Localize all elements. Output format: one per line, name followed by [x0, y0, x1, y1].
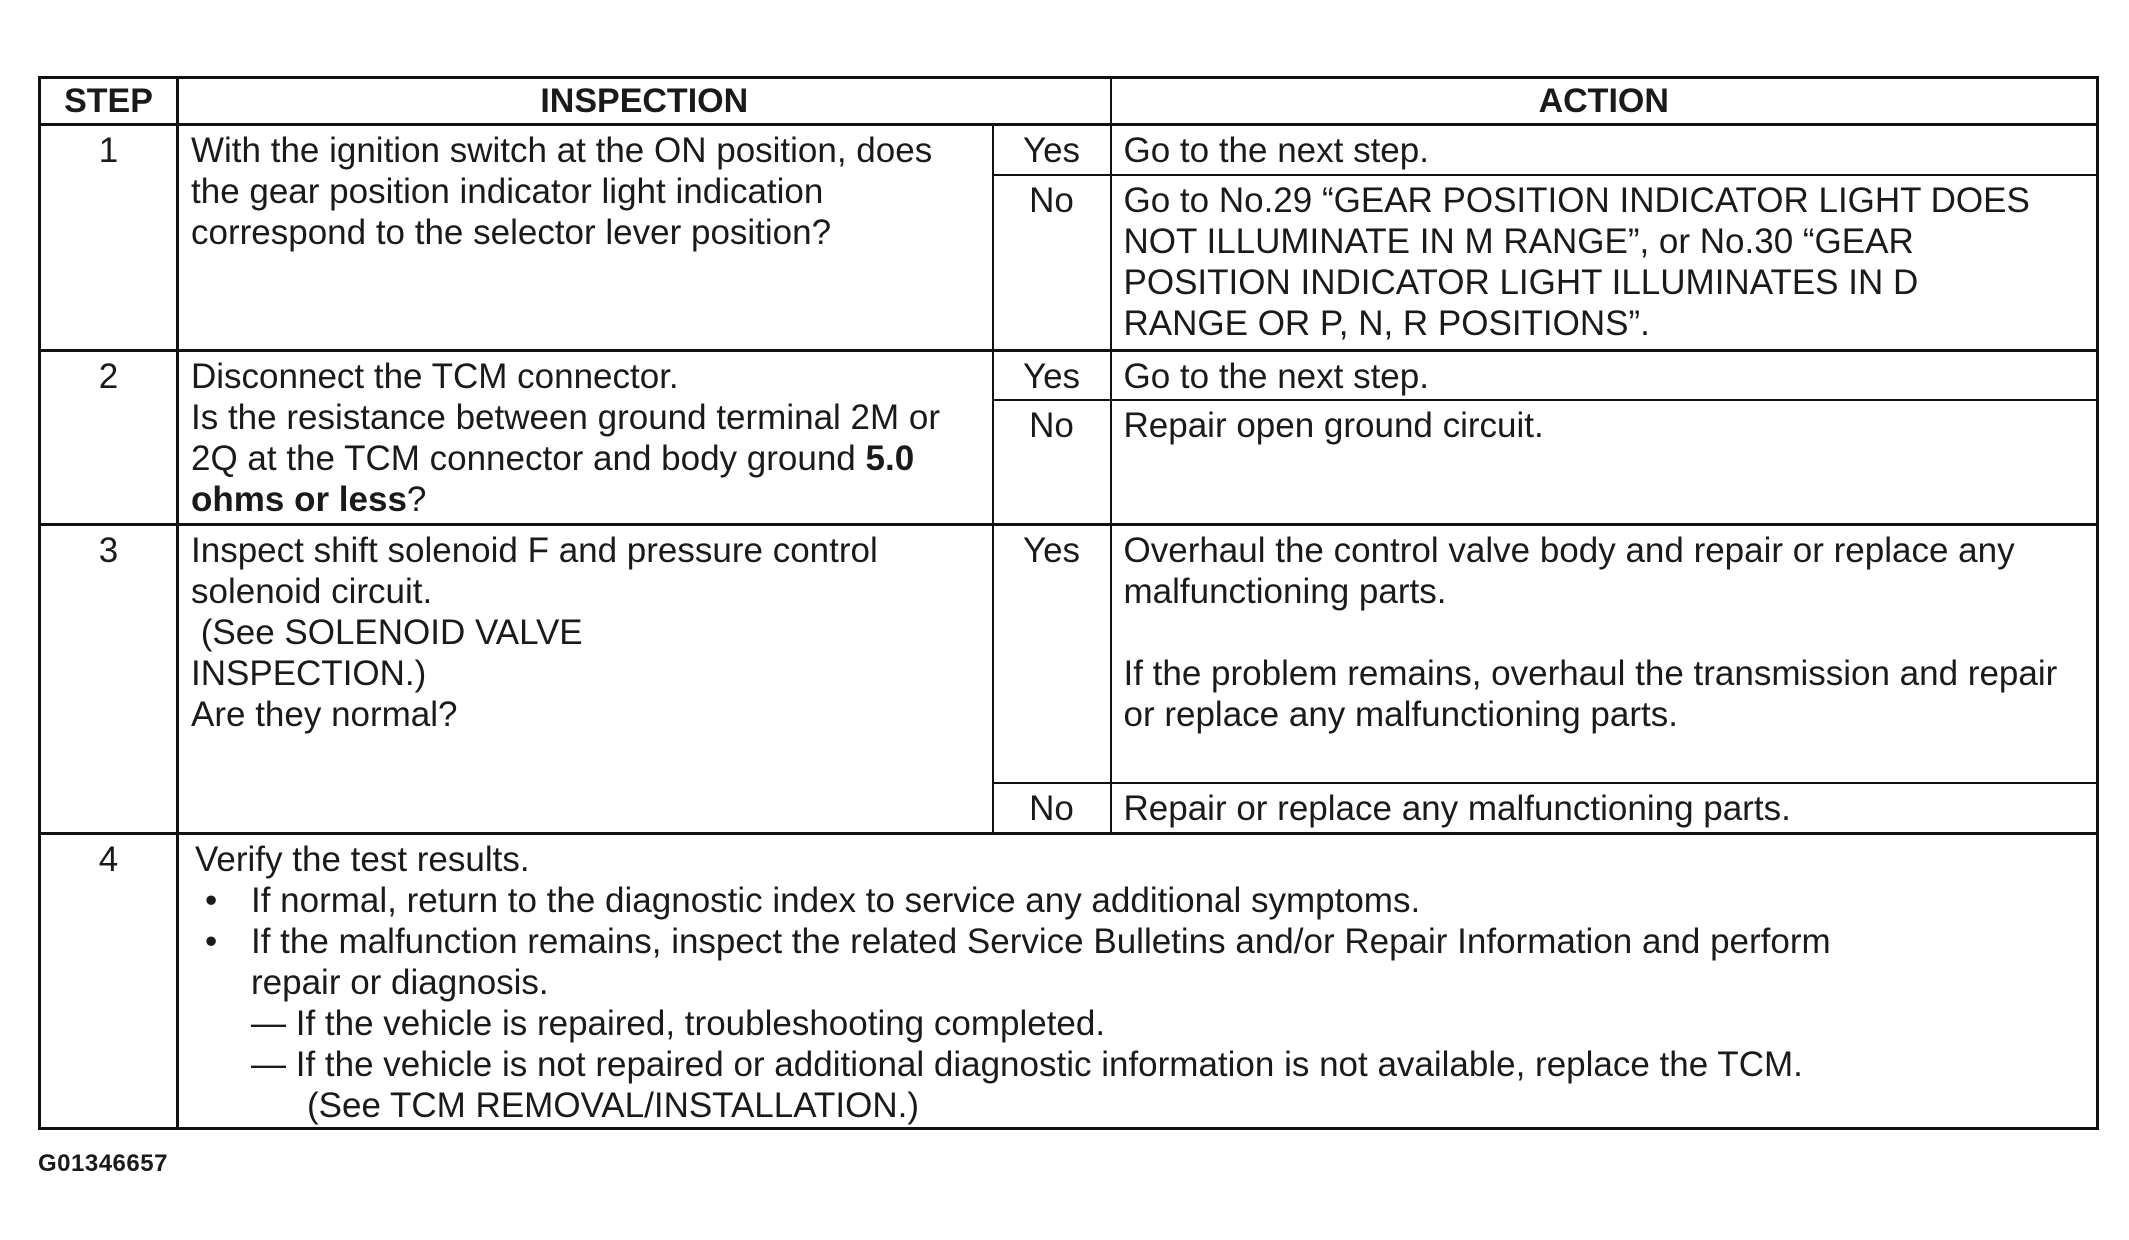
inspection-line — [191, 438, 980, 479]
inspection-line: solenoid circuit. — [191, 572, 433, 612]
inspection-line: Are they normal? — [191, 695, 458, 735]
inspection-line: (See SOLENOID VALVE — [191, 613, 583, 653]
step-column-header: STEP — [40, 78, 178, 125]
action-line: POSITION INDICATOR LIGHT ILLUMINATES IN D — [1123, 262, 1919, 302]
action-no — [1111, 783, 2098, 833]
table-row — [40, 350, 2098, 400]
bullet-text: If the malfunction remains, inspect the related Service Bulletins and/or Repair Information and perform — [251, 922, 1831, 962]
action-line: or replace any malfunctioning parts. — [1123, 695, 1678, 735]
inspection-text — [178, 525, 993, 834]
action-line: malfunctioning parts. — [1123, 572, 1447, 612]
action-line: Repair or replace any malfunctioning parts. — [1123, 789, 1791, 829]
paragraph-spacer — [1124, 612, 2085, 653]
answer-no: No — [993, 175, 1111, 351]
action-column-header: ACTION — [1111, 78, 2098, 125]
action-no — [1111, 400, 2098, 524]
question-mark: ? — [406, 479, 427, 519]
step-number: 2 — [40, 350, 178, 525]
table-row — [40, 525, 2098, 784]
action-line: Go to No.29 “GEAR POSITION INDICATOR LIGHT DOES — [1123, 180, 2030, 220]
bullet-item — [195, 921, 2084, 1003]
table-row — [40, 834, 2098, 1129]
action-line: Go to the next step. — [1123, 131, 1429, 170]
action-no — [1111, 175, 2098, 351]
action-line: Go to the next step. — [1123, 356, 1429, 396]
verification-text — [178, 834, 2098, 1129]
table-row — [40, 125, 2098, 175]
inspection-line: the gear position indicator light indication — [191, 172, 824, 211]
answer-no: No — [993, 783, 1111, 833]
dash-subitem: (See TCM REMOVAL/INSTALLATION.) — [307, 1086, 919, 1126]
inspection-line-part: 2Q at the TCM connector and body ground — [191, 438, 866, 478]
answer-yes: Yes — [993, 350, 1111, 400]
resistance-value: 5.0 — [865, 438, 915, 478]
inspection-line: INSPECTION.) — [191, 654, 427, 694]
inspection-column-header: INSPECTION — [178, 78, 1111, 125]
table-header-row — [40, 78, 2098, 125]
action-line: If the problem remains, overhaul the transmission and repair — [1123, 654, 2058, 694]
figure-code: G01346657 — [38, 1150, 168, 1177]
inspection-line: correspond to the selector lever position? — [191, 213, 832, 252]
action-line: Overhaul the control valve body and repair or replace any — [1123, 531, 2015, 571]
action-line: NOT ILLUMINATE IN M RANGE”, or No.30 “GEAR — [1123, 221, 1914, 261]
bullet-item — [195, 880, 2084, 921]
inspection-line: Disconnect the TCM connector. — [191, 356, 679, 396]
inspection-line: With the ignition switch at the ON position, does — [191, 131, 933, 170]
dash-item: — If the vehicle is repaired, troubleshooting completed. — [251, 1004, 1106, 1044]
bullet-text: If normal, return to the diagnostic index to service any additional symptoms. — [251, 881, 1421, 921]
step-number: 3 — [40, 525, 178, 834]
bullet-text-group — [251, 921, 2084, 1003]
verify-intro: Verify the test results. — [195, 840, 530, 880]
bullet-text: repair or diagnosis. — [251, 963, 549, 1003]
answer-yes: Yes — [993, 525, 1111, 784]
action-yes — [1111, 525, 2098, 784]
action-line: RANGE OR P, N, R POSITIONS”. — [1123, 303, 1650, 343]
inspection-line — [191, 479, 980, 520]
bullet-icon: • — [205, 922, 218, 962]
inspection-text — [178, 125, 993, 351]
step-number: 1 — [40, 125, 178, 351]
inspection-line: Is the resistance between ground terminal 2M or — [191, 397, 940, 437]
dash-item: — If the vehicle is not repaired or additional diagnostic information is not available, replace the TCM. — [251, 1045, 1803, 1085]
inspection-line: Inspect shift solenoid F and pressure control — [191, 531, 878, 571]
action-yes — [1111, 125, 2098, 175]
diagnostic-table — [38, 76, 2099, 1130]
step-number: 4 — [40, 834, 178, 1129]
action-line: Repair open ground circuit. — [1123, 406, 1544, 446]
bullet-icon: • — [205, 881, 218, 921]
resistance-condition: ohms or less — [191, 479, 407, 519]
inspection-text — [178, 350, 993, 525]
answer-yes: Yes — [993, 125, 1111, 175]
answer-no: No — [993, 400, 1111, 524]
action-yes — [1111, 350, 2098, 400]
